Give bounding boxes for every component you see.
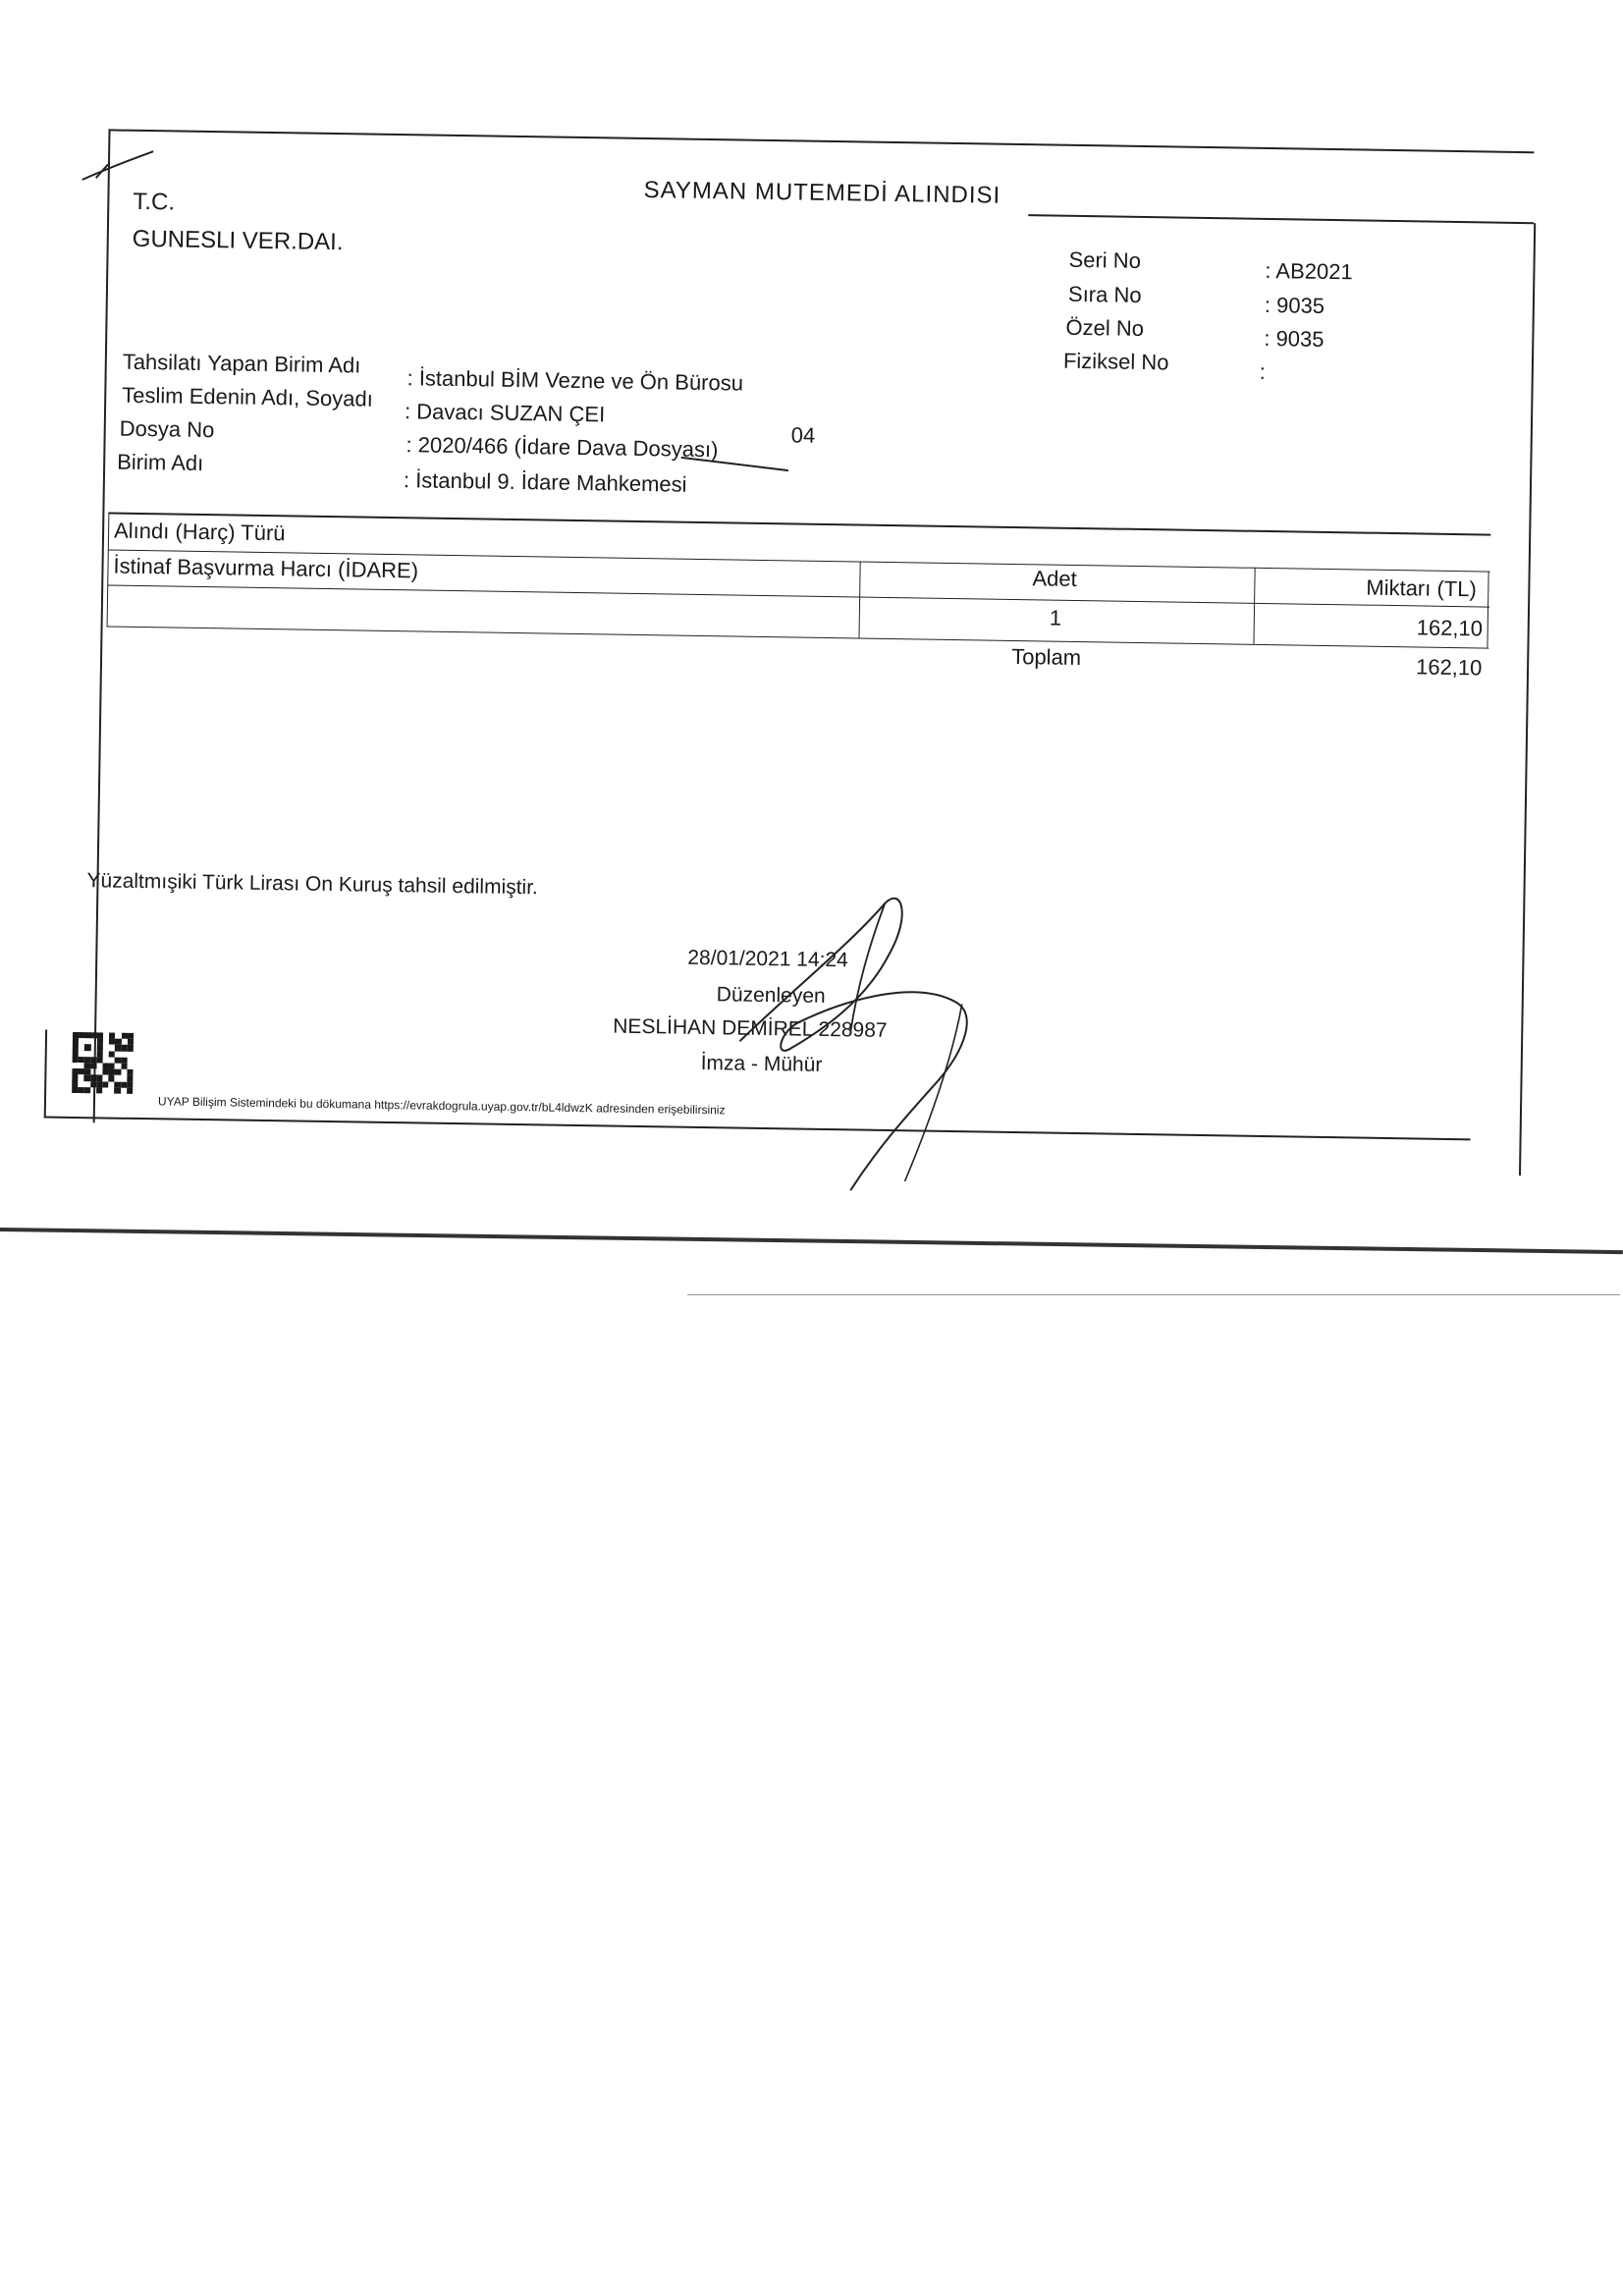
fee-table-title: Alındı (Harç) Türü: [113, 518, 286, 546]
header-office: GUNESLI VER.DAI.: [132, 225, 344, 256]
meta-value-fiziksel: :: [1259, 358, 1267, 384]
fee-table-total-label: Toplam: [1011, 643, 1082, 671]
scan-edge-faint-line: [687, 1294, 1620, 1295]
fee-table-right-border: [1487, 572, 1488, 648]
meta-value-sira: : 9035: [1264, 292, 1325, 318]
meta-label-seri: Seri No: [1068, 246, 1142, 273]
corner-tick-mark: [79, 146, 158, 187]
verification-footer: UYAP Bilişim Sistemindeki bu dökumana https://evrakdogrula.uyap.gov.tr/bL4ldwzK adresinden erişebilirsiniz: [157, 1094, 726, 1118]
fee-table-header-adet: Adet: [1032, 566, 1077, 591]
amount-in-words: Yüzaltmışiki Türk Lirası On Kuruş tahsil edilmiştir.: [86, 869, 539, 900]
fee-table: [107, 512, 1491, 681]
meta-value-seri: : AB2021: [1265, 257, 1353, 285]
fee-table-divider-2: [1253, 568, 1255, 644]
fee-table-total-value: 162,10: [1415, 654, 1483, 681]
field-value-tahsilat-birim: : İstanbul BİM Vezne ve Ön Bürosu: [406, 365, 744, 396]
qr-code: [72, 1032, 134, 1094]
field-label-tahsilat-birim: Tahsilatı Yapan Birim Adı: [122, 349, 361, 378]
field-value-teslim-eden: : Davacı SUZAN ÇEI: [404, 399, 606, 427]
fee-table-divider-1: [858, 561, 860, 637]
handwritten-signature: [678, 883, 1056, 1223]
field-label-birim-adi: Birim Adı: [117, 449, 204, 475]
fee-table-cell-adet: 1: [1049, 605, 1062, 630]
fee-table-cell-miktar: 162,10: [1416, 615, 1484, 641]
meta-label-sira: Sıra No: [1067, 281, 1142, 307]
meta-value-ozel: : 9035: [1264, 325, 1325, 352]
field-label-teslim-eden: Teslim Edenin Adı, Soyadı: [122, 382, 374, 411]
header-country: T.C.: [133, 188, 176, 216]
field-label-dosya-no: Dosya No: [119, 415, 215, 443]
issue-issuer: NESLİHAN DEMİREL 228987: [613, 1014, 888, 1042]
issue-role: Düzenleyen: [716, 983, 826, 1008]
qr-module: [127, 1088, 133, 1094]
fee-table-header-type: İstinaf Başvurma Harcı (İDARE): [113, 553, 419, 583]
field-value-birim-adi: : İstanbul 9. İdare Mahkemesi: [403, 467, 687, 497]
meta-label-fiziksel: Fiziksel No: [1062, 348, 1169, 375]
fee-table-rule-2: [107, 584, 1489, 607]
issue-datetime: 28/01/2021 14:24: [687, 946, 849, 972]
field-value-dosya-no: : 2020/466 (İdare Dava Dosyası): [406, 432, 719, 463]
frame-border-left-lower: [44, 1030, 47, 1119]
document-title: SAYMAN MUTEMEDİ ALINDISI: [643, 176, 1001, 209]
meta-label-ozel: Özel No: [1065, 314, 1145, 342]
issue-stamp: İmza - Mühür: [700, 1052, 823, 1076]
field-value-teslim-eden-tail: 04: [790, 422, 816, 448]
fee-table-header-miktar: Miktarı (TL): [1366, 574, 1477, 602]
